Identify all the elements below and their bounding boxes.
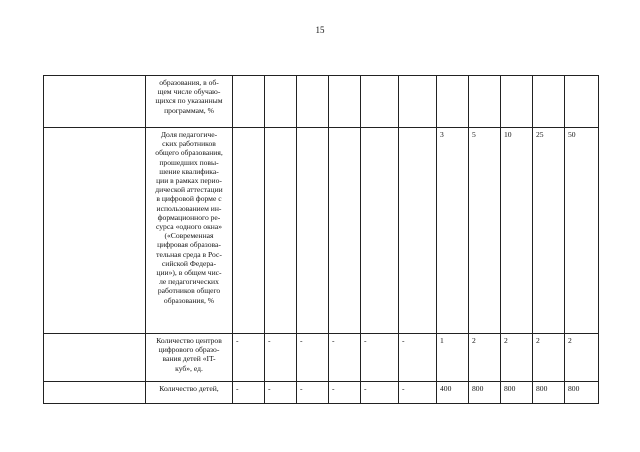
value-cell: 5 — [469, 128, 501, 334]
value-cell: - — [297, 382, 329, 404]
value-cell: 2 — [533, 334, 565, 382]
value-cell: 800 — [501, 382, 533, 404]
value-cell — [265, 128, 297, 334]
value-cell: 800 — [533, 382, 565, 404]
table-row — [44, 382, 599, 404]
value-cell — [399, 76, 437, 128]
value-cell: - — [399, 382, 437, 404]
value-cell: - — [233, 334, 265, 382]
value-cell: - — [399, 334, 437, 382]
value-cell: 3 — [437, 128, 469, 334]
name-cell — [44, 128, 146, 334]
value-cell: 2 — [469, 334, 501, 382]
value-cell: - — [297, 334, 329, 382]
value-cell: 800 — [565, 382, 599, 404]
value-cell: 10 — [501, 128, 533, 334]
value-cell — [565, 76, 599, 128]
value-cell: 2 — [501, 334, 533, 382]
value-cell — [233, 76, 265, 128]
indicator-cell: образования, в об- щем числе обучаю- щихся по указанным программам, % — [146, 76, 233, 128]
indicator-cell: Доля педагогиче- ских работников общего образования, прошедших повы- шение квалифика- ции в рамках перио- дической аттестации в цифровой форме с использованием ин- формационного ре- сурса «одного окна» («Современная цифровая образова- тельная среда в Рос- сийской Федера- ции»), в общем чис- ле педагогических работников общего образования, % — [146, 128, 233, 334]
name-cell — [44, 382, 146, 404]
value-cell — [469, 76, 501, 128]
value-cell — [265, 76, 297, 128]
value-cell: - — [329, 382, 361, 404]
indicator-cell: Количество детей, — [146, 382, 233, 404]
page-number: 15 — [315, 25, 325, 35]
value-cell: 1 — [437, 334, 469, 382]
value-cell — [361, 128, 399, 334]
value-cell: - — [329, 334, 361, 382]
value-cell: - — [265, 382, 297, 404]
value-cell — [297, 128, 329, 334]
value-cell — [501, 76, 533, 128]
value-cell: - — [265, 334, 297, 382]
value-cell — [361, 76, 399, 128]
table-row — [44, 334, 599, 382]
table-row — [44, 128, 599, 334]
value-cell: 400 — [437, 382, 469, 404]
name-cell — [44, 76, 146, 128]
value-cell — [533, 76, 565, 128]
value-cell: - — [233, 382, 265, 404]
value-cell — [297, 76, 329, 128]
indicators-table — [43, 75, 599, 404]
value-cell: 50 — [565, 128, 599, 334]
value-cell: - — [361, 382, 399, 404]
indicator-cell: Количество центров цифрового образо- вания детей «IT- куб», ед. — [146, 334, 233, 382]
value-cell: - — [361, 334, 399, 382]
value-cell: 2 — [565, 334, 599, 382]
value-cell — [399, 128, 437, 334]
value-cell — [437, 76, 469, 128]
value-cell: 25 — [533, 128, 565, 334]
value-cell — [233, 128, 265, 334]
table-row — [44, 76, 599, 128]
value-cell: 800 — [469, 382, 501, 404]
name-cell — [44, 334, 146, 382]
value-cell — [329, 76, 361, 128]
value-cell — [329, 128, 361, 334]
